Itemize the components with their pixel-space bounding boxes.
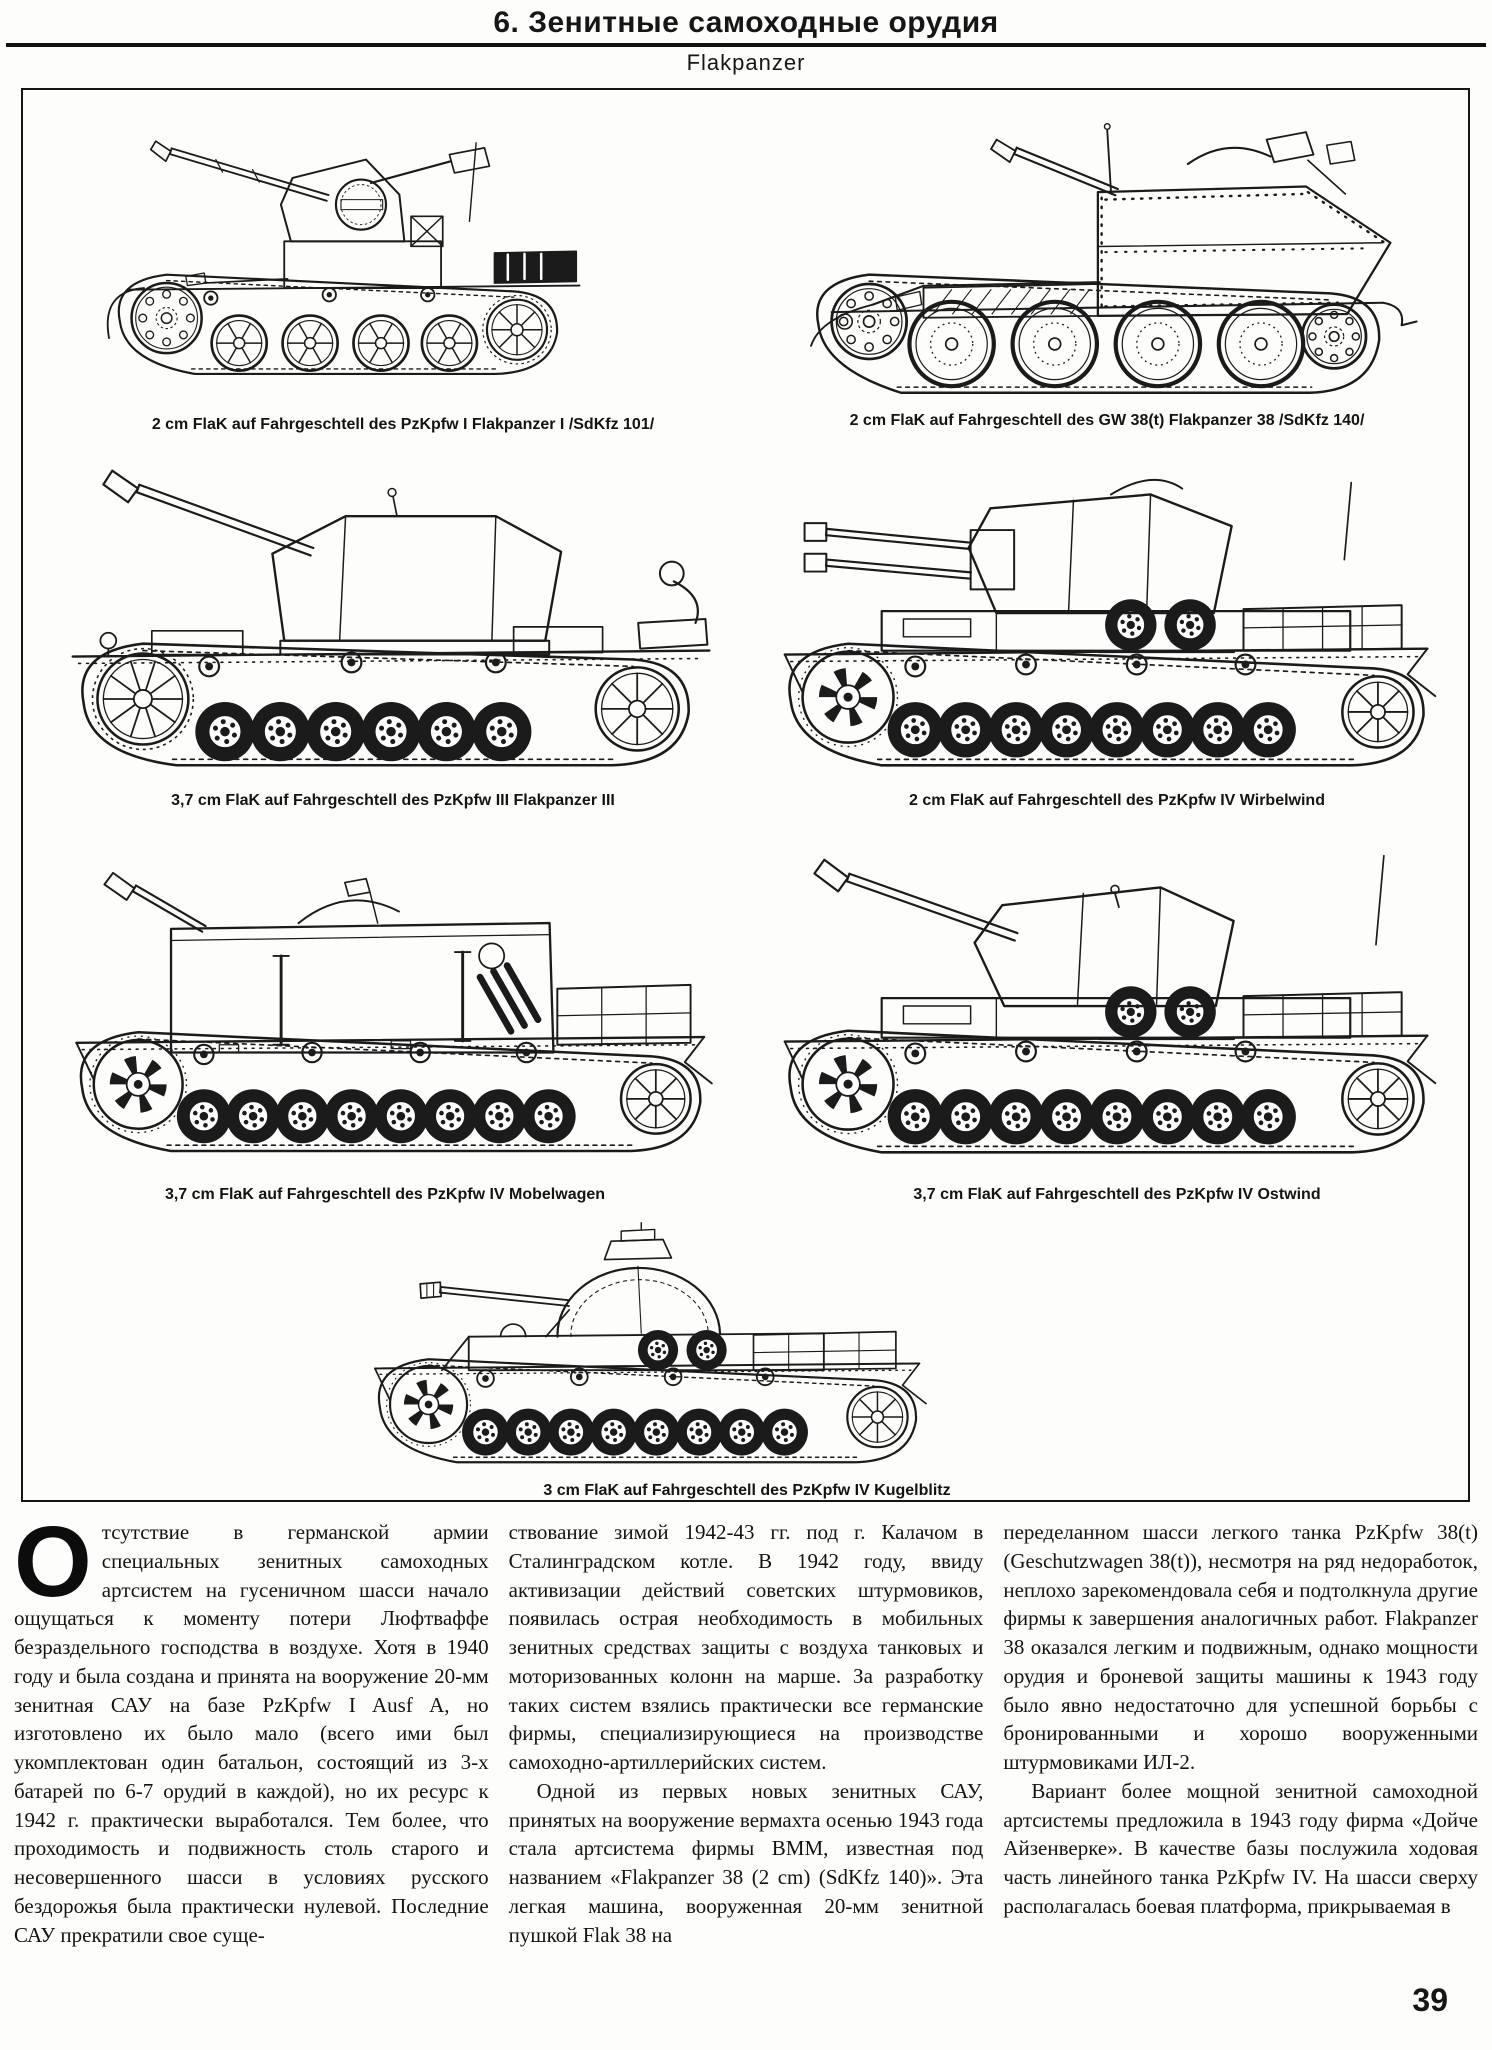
figure-kugelblitz xyxy=(311,1206,995,1474)
tank-drawing-mobelwagen xyxy=(59,842,735,1178)
paragraph: Отсутствие в германской армии специальных зенитных самоходных артсистем на гусеничном шасси начало ощущаться к моменту потери Люфтваффе безраздельного господства в воздухе. Хотя в 1940 году и была создана и принята на вооружение 20-мм зенитная САУ на базе PzKpfw I Ausf A, но изготовлено их было мало (всего ими был укомплектован один батальон, состоящий из 3-х батарей по 6-7 орудий в каждой), но их ресурс к 1942 г. практически выработался. Тем более, что проходимость и подвижность столь старого и несовершенного шасси в условиях русского бездорожья была практически нулевой. Последние САУ прекратили свое суще- xyxy=(14,1506,489,1947)
tank-drawing-flakpanzer-iii xyxy=(49,446,741,784)
dropcap-letter: О xyxy=(14,1506,92,1618)
tank-drawing-flakpanzer-38 xyxy=(767,104,1455,404)
figure-caption-ostwind: 3,7 cm FlaK auf Fahrgeschtell des PzKpfw IV Ostwind xyxy=(913,1186,1321,1203)
tank-drawing-ostwind xyxy=(767,838,1459,1178)
figure-caption-flakpanzer-38: 2 cm FlaK auf Fahrgeschtell des GW 38(t) Flakpanzer 38 /SdKfz 140/ xyxy=(849,412,1365,429)
paragraph: Вариант более мощной зенитной самоходной артсистемы предложила в 1943 году фирма «Дойче Айзенверке». В качестве базы послужила ходовая часть линейного танка PzKpfw IV. На шасси сверху располагалась боевая платформа, прикрываемая в xyxy=(1003,1778,1478,1918)
page-number: 39 xyxy=(1412,1982,1448,2018)
tank-drawing-kugelblitz xyxy=(311,1206,995,1474)
section-subtitle: Flakpanzer xyxy=(686,50,806,75)
paragraph: ствование зимой 1942-43 гг. под г. Калачом в Сталинградском котле. В 1942 году, ввиду активизации действий советских штурмовиков, появилась острая необходимость в мобильных зенитных средствах защиты с воздуха танковых и моторизованных колонн на марше. За разработку таких систем взялись практически все германские фирмы, специализирующиеся на производстве самоходно-артиллерийских систем. xyxy=(508,1520,984,1775)
figure-ostwind xyxy=(767,838,1459,1178)
figure-flakpanzer-iii xyxy=(49,446,741,784)
figure-wirbelwind xyxy=(767,456,1459,786)
figure-panel xyxy=(21,88,1470,1502)
tank-drawing-wirbelwind xyxy=(767,456,1459,786)
figure-flakpanzer-38 xyxy=(767,104,1455,404)
figure-caption-mobelwagen: 3,7 cm FlaK auf Fahrgeschtell des PzKpfw IV Mobelwagen xyxy=(164,1186,606,1203)
paragraph: Одной из первых новых зенитных САУ, принятых на вооружение вермахта осенью 1943 года стала артсистема фирмы ВММ, известная под названием «Flakpanzer 38 (2 cm) (SdKfz 140)». Эта легкая машина, вооруженная 20-мм зенитной пушкой Flak 38 на xyxy=(508,1778,984,1947)
figure-caption-flakpanzer-iii: 3,7 cm FlaK auf Fahrgeschtell des PzKpfw III Flakpanzer III xyxy=(171,792,615,809)
header-rule xyxy=(6,43,1486,47)
figure-caption-flakpanzer-i: 2 cm FlaK auf Fahrgeschtell des PzKpfw I Flakpanzer I /SdKfz 101/ xyxy=(151,416,655,433)
figure-flakpanzer-i xyxy=(79,100,663,406)
chapter-title: 6. Зенитные самоходные орудия xyxy=(493,6,999,39)
tank-drawing-flakpanzer-i xyxy=(79,100,663,406)
article-column-2 xyxy=(509,1518,984,1949)
figure-caption-wirbelwind: 2 cm FlaK auf Fahrgeschtell des PzKpfw IV Wirbelwind xyxy=(909,792,1325,809)
article-text xyxy=(14,1506,1478,1949)
article-column-1 xyxy=(14,1506,489,1949)
figure-mobelwagen xyxy=(59,842,735,1178)
paragraph: переделанном шасси легкого танка PzKpfw 38(t) (Geschutzwagen 38(t)), несмотря на ряд недоработок, неплохо зарекомендовала себя и подтолкнула другие фирмы к завершения аналогичных работ. Flakpanzer 38 оказался легким и подвижным, однако мощности орудия и броневой защиты машины к 1943 году было явно недостаточно для успешной борьбы с бронированными и хорошо вооруженными штурмовиками ИЛ-2. xyxy=(1003,1520,1478,1775)
figure-caption-kugelblitz: 3 cm FlaK auf Fahrgeschtell des PzKpfw IV Kugelblitz xyxy=(543,1482,951,1499)
article-column-3 xyxy=(1003,1518,1478,1949)
